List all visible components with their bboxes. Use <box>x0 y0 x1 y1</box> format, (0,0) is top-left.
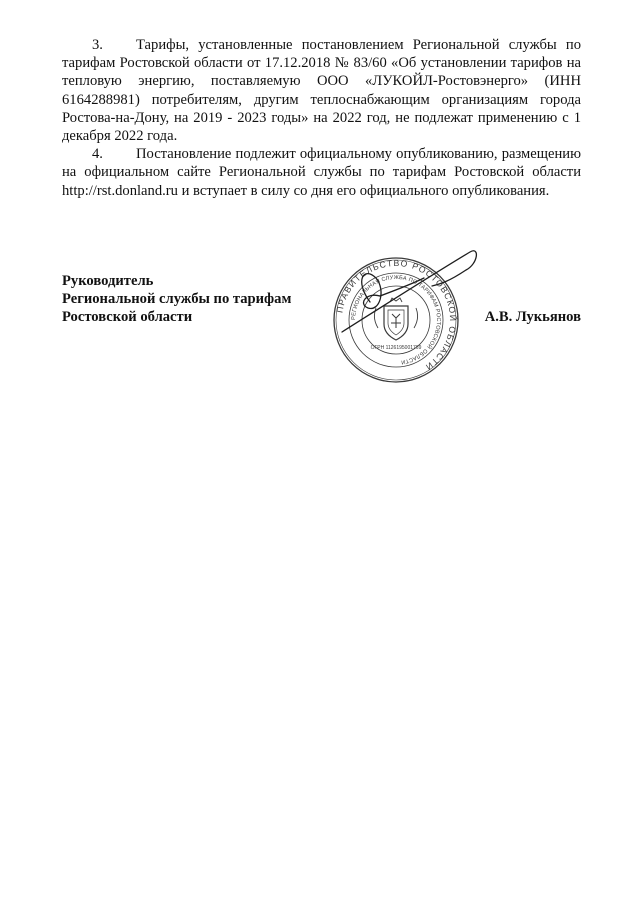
seal-outer-text-path: ПРАВИТЕЛЬСТВО РОСТОВСКОЙ ОБЛАСТИ <box>334 257 459 373</box>
position-title-line-1: Руководитель <box>62 273 154 289</box>
signature-diagonal-stroke <box>342 251 476 332</box>
paragraph-number: 3. <box>92 37 103 53</box>
paragraph-number: 4. <box>92 146 103 163</box>
paragraph-text: Тарифы, установленные постановлением Региональной службы по тарифам Ростовской области от 17.12.2018 № 83/60 «Об установлении тарифов на тепловую энергию, поставляемую ООО «ЛУКОЙЛ-Ростовэнерго» (ИНН 6164288981) потребителям, другим теплоснабжающим организациям города Ростова-на-Дону, на 2019 - 2023 годы» на 2022 год, не подлежат применению с 1 декабря 2022 года. <box>62 37 581 145</box>
document-body <box>62 36 581 200</box>
paragraph-3 <box>62 36 581 145</box>
position-title-line-3: Ростовской области <box>62 309 193 326</box>
signature-tail-stroke <box>380 278 424 296</box>
handwritten-signature <box>320 238 495 348</box>
signature-loop-stroke <box>362 274 381 309</box>
seal-inner-text-path: РЕГИОНАЛЬНАЯ СЛУЖБА ПО ТАРИФАМ РОСТОВСКОЙ ОБЛАСТИ <box>350 274 442 365</box>
paragraph-text: Постановление подлежит официальному опубликованию, размещению на официальном сайте Региональной службы по тарифам Ростовской области http://rst.donland.ru и вступает в силу со дня его официального опубликования. <box>62 146 581 199</box>
seal-ogrn-text: ОГРН 1126195001769 <box>370 345 422 351</box>
position-title-line-2: Региональной службы по тарифам <box>62 291 292 308</box>
paragraph-4 <box>62 145 581 200</box>
signatory-name: А.В. Лукьянов <box>484 309 581 326</box>
